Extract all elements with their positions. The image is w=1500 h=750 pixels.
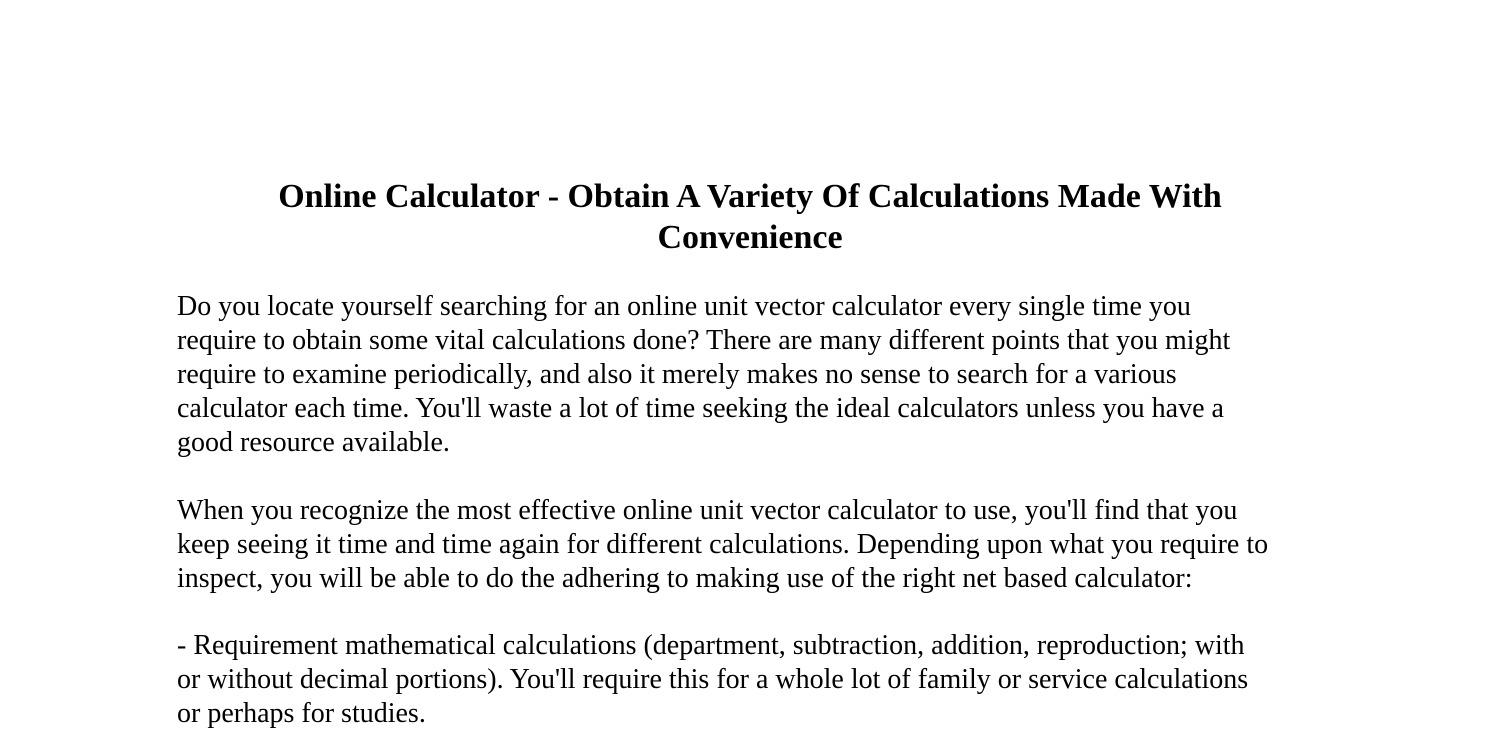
text-line: calculator each time. You'll waste a lot of time seeking the ideal calculators unless you have a bbox=[177, 393, 1224, 424]
text-line: or without decimal portions). You'll require this for a whole lot of family or service calculations bbox=[177, 664, 1249, 695]
document-title bbox=[0, 176, 1500, 258]
text-line: inspect, you will be able to do the adhering to making use of the right net based calculator: bbox=[177, 563, 1193, 594]
text-line: Do you locate yourself searching for an online unit vector calculator every single time you bbox=[177, 291, 1191, 322]
text-line: When you recognize the most effective online unit vector calculator to use, you'll find that you bbox=[177, 495, 1238, 526]
text-line: good resource available. bbox=[177, 427, 450, 458]
title-line-1: Online Calculator - Obtain A Variety Of Calculations Made With bbox=[278, 178, 1222, 215]
text-line: - Requirement mathematical calculations (department, subtraction, addition, reproduction; with bbox=[177, 630, 1245, 661]
paragraph-intro bbox=[177, 290, 1357, 460]
title-line-2: Convenience bbox=[657, 219, 843, 256]
paragraph-recognize bbox=[177, 494, 1357, 596]
paragraph-list-item bbox=[177, 629, 1357, 731]
text-line: or perhaps for studies. bbox=[177, 698, 426, 729]
text-line: keep seeing it time and time again for different calculations. Depending upon what you require to bbox=[177, 529, 1269, 560]
text-line: require to obtain some vital calculations done? There are many different points that you might bbox=[177, 325, 1231, 356]
text-line: require to examine periodically, and also it merely makes no sense to search for a various bbox=[177, 359, 1177, 390]
